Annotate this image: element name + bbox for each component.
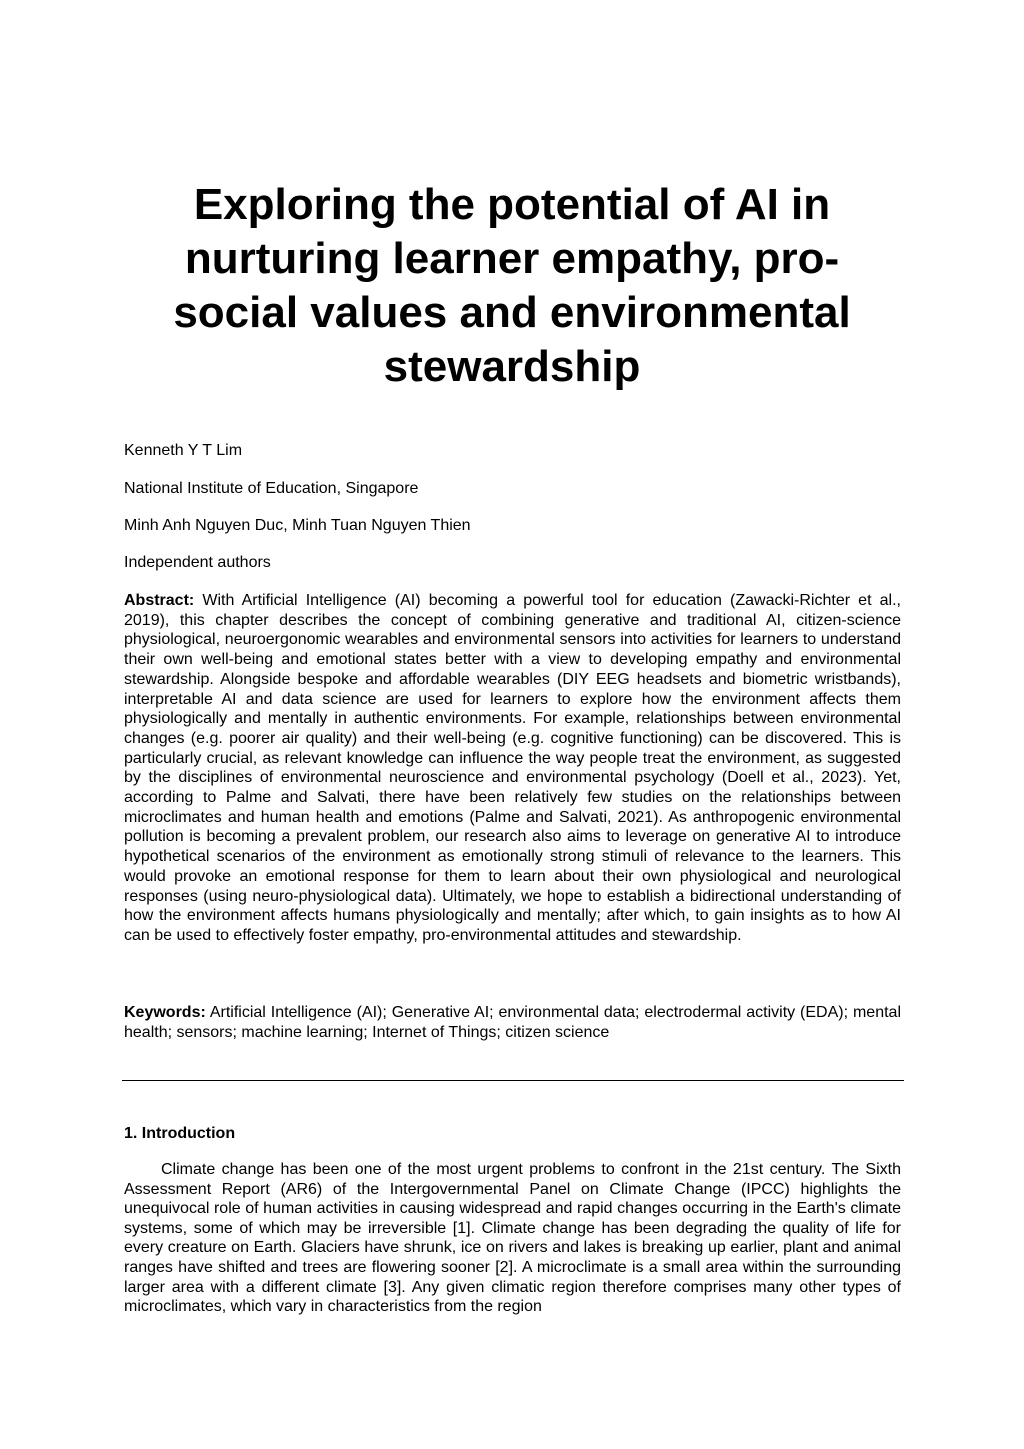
affiliation-2: Independent authors (124, 554, 271, 571)
section-divider (122, 1080, 904, 1081)
keywords-paragraph (124, 1003, 901, 1043)
abstract-paragraph (124, 591, 901, 946)
affiliation-1: National Institute of Education, Singapore (124, 480, 419, 497)
introduction-heading: 1. Introduction (124, 1125, 236, 1142)
abstract-text: With Artificial Intelligence (AI) becoming a powerful tool for education (Zawacki-Richter et al., 2019), this chapter describes the concept of combining generative and traditional AI, citizen-science physiological, neuroergonomic wearables and environmental sensors into activities for learners to understand their own well-being and emotional states better with a view to developing empathy and environmental stewardship. Alongside bespoke and affordable wearables (DIY EEG headsets and biometric wristbands), interpretable AI and data science are used for learners to explore how the environment affects them physiologically and mentally in authentic environments. For example, relationships between environmental changes (e.g. poorer air quality) and their well-being (e.g. cognitive functioning) can be discovered. This is particularly crucial, as relevant knowledge can influence the way people treat the environment, as suggested by the disciplines of environmental neuroscience and environmental psychology (Doell et al., 2023). Yet, according to Palme and Salvati, there have been relatively few studies on the relationships between microclimates and human health and emotions (Palme and Salvati, 2021). As anthropogenic environmental pollution is becoming a prevalent problem, our research also aims to leverage on generative AI to introduce hypothetical scenarios of the environment as emotionally strong stimuli of relevance to the learners. This would provoke an emotional response for them to learn about their own physiological and neurological responses (using neuro-physiological data). Ultimately, we hope to establish a bidirectional understanding of how the environment affects humans physiologically and mentally; after which, to gain insights as to how AI can be used to effectively foster empathy, pro-environmental attitudes and stewardship. (124, 592, 901, 944)
introduction-paragraph: Climate change has been one of the most urgent problems to confront in the 21st century. The Sixth Assessment Report (AR6) of the Intergovernmental Panel on Climate Change (IPCC) highlights the unequivocal role of human activities in causing widespread and rapid changes occurring in the Earth's climate systems, some of which may be irreversible [1]. Climate change has been degrading the quality of life for every creature on Earth. Glaciers have shrunk, ice on rivers and lakes is breaking up earlier, plant and animal ranges have shifted and trees are flowering sooner [2]. A microclimate is a small area within the surrounding larger area with a different climate [3]. Any given climatic region therefore comprises many other types of microclimates, which vary in characteristics from the region (124, 1161, 901, 1316)
author-2: Minh Anh Nguyen Duc, Minh Tuan Nguyen Thien (124, 517, 471, 534)
keywords-text: Artificial Intelligence (AI); Generative AI; environmental data; electrodermal activity (EDA); mental health; sensors; machine learning; Internet of Things; citizen science (124, 1004, 901, 1041)
keywords-label: Keywords: (124, 1004, 206, 1021)
paper-title: Exploring the potential of AI in nurturing learner empathy, pro-social values and environmental stewardship (173, 180, 851, 391)
author-1: Kenneth Y T Lim (124, 442, 243, 459)
abstract-label: Abstract: (124, 592, 195, 609)
